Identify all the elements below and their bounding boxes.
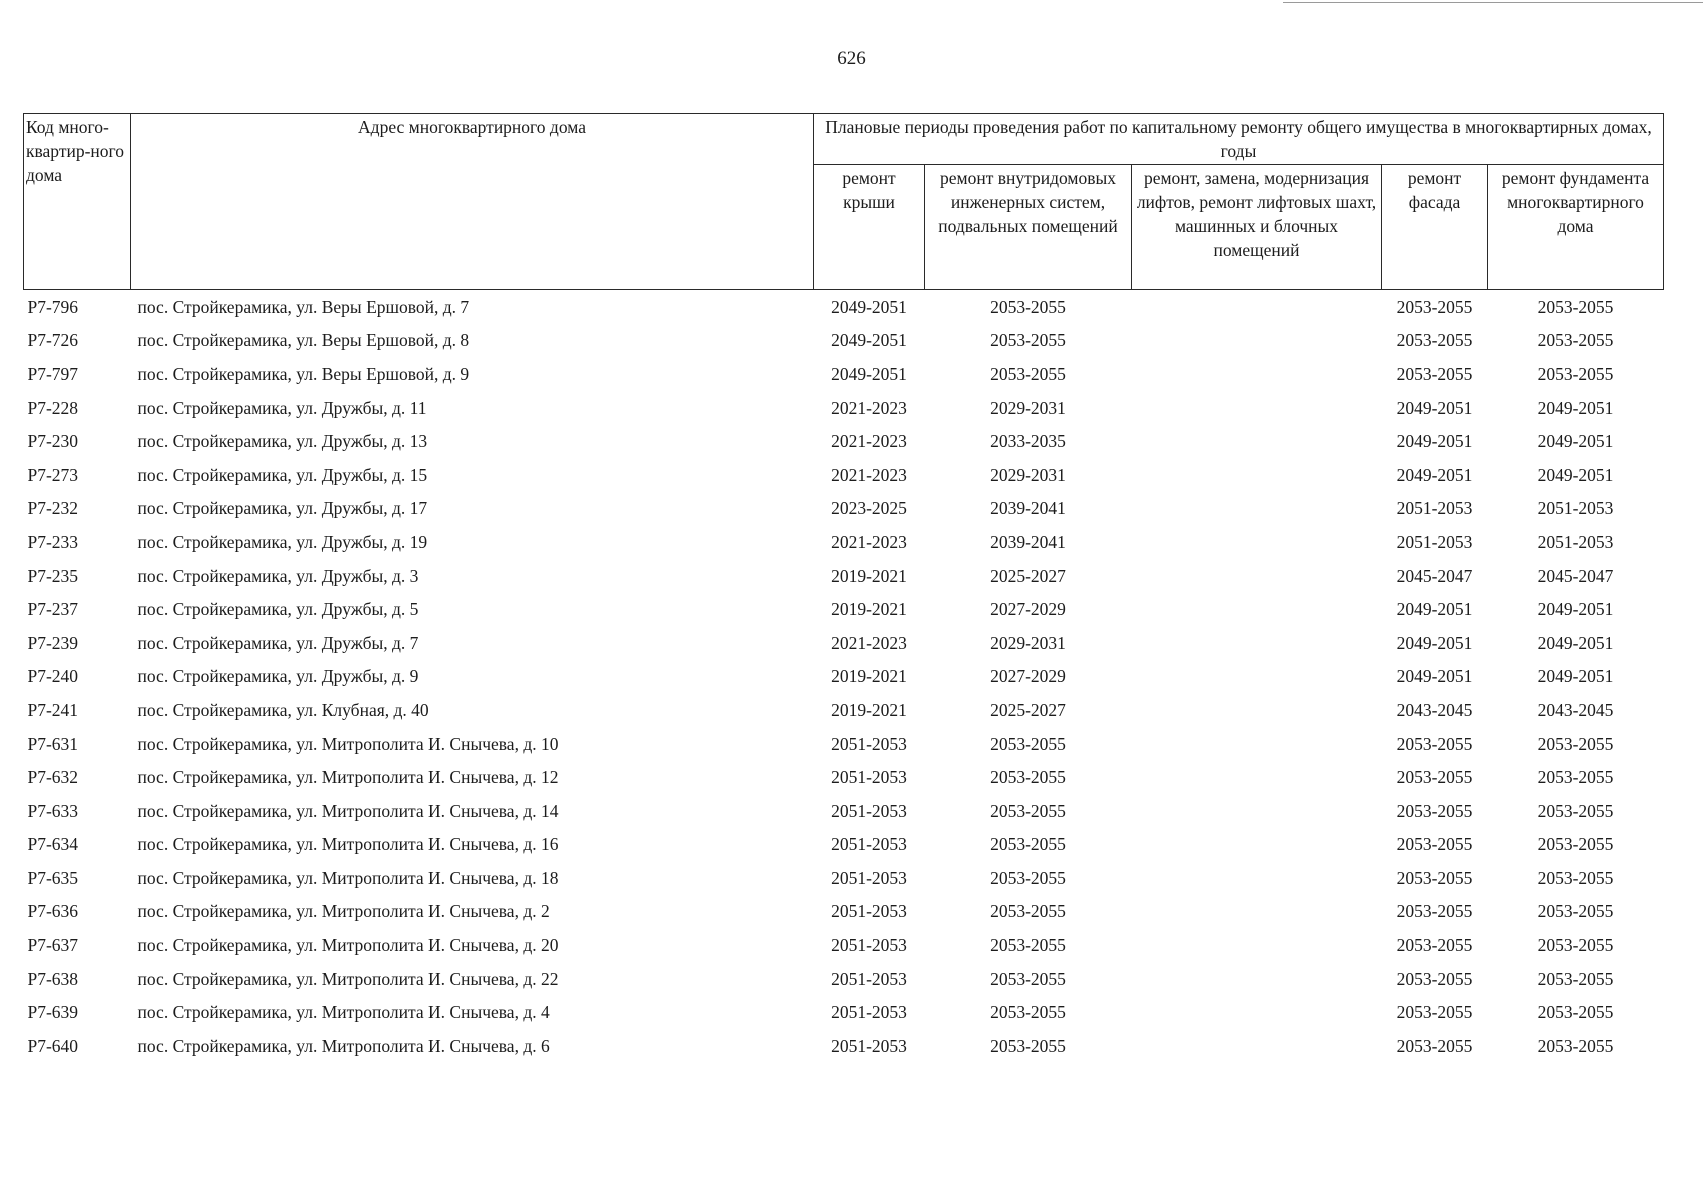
cell-systems: 2053-2055 — [990, 767, 1066, 788]
cell-systems: 2053-2055 — [990, 867, 1066, 888]
table-row — [24, 995, 1664, 1029]
cell-facade: 2053-2055 — [1396, 901, 1473, 922]
table-row — [24, 626, 1664, 660]
cell-roof: 2021-2023 — [831, 464, 907, 485]
cell-roof: 2021-2023 — [831, 632, 907, 653]
cell-code: Р7-633 — [27, 800, 79, 821]
cell-roof: 2049-2051 — [831, 330, 907, 351]
cell-elevators — [1132, 424, 1382, 458]
cell-systems: 2025-2027 — [990, 699, 1066, 720]
cell-address: пос. Стройкерамика, ул. Дружбы, д. 17 — [137, 498, 428, 519]
cell-code: Р7-632 — [27, 767, 79, 788]
cell-address: пос. Стройкерамика, ул. Митрополита И. Снычева, д. 18 — [137, 867, 559, 888]
cell-code: Р7-240 — [27, 666, 79, 687]
cell-code: Р7-637 — [27, 935, 79, 956]
cell-roof: 2019-2021 — [831, 599, 907, 620]
cell-facade: 2053-2055 — [1396, 1035, 1473, 1056]
cell-foundation: 2053-2055 — [1537, 901, 1614, 922]
cell-elevators — [1132, 357, 1382, 391]
header-systems: ремонт внутридомовых инженерных систем, подвальных помещений — [925, 165, 1132, 290]
cell-address: пос. Стройкерамика, ул. Дружбы, д. 15 — [137, 464, 428, 485]
cell-elevators — [1132, 760, 1382, 794]
table-row — [24, 693, 1664, 727]
cell-code: Р7-228 — [27, 397, 79, 418]
cell-roof: 2019-2021 — [831, 565, 907, 586]
page-number: 626 — [837, 48, 866, 69]
cell-facade: 2053-2055 — [1396, 834, 1473, 855]
cell-roof: 2051-2053 — [831, 733, 907, 754]
cell-foundation: 2049-2051 — [1537, 464, 1614, 485]
cell-code: Р7-726 — [27, 330, 79, 351]
cell-foundation: 2045-2047 — [1537, 565, 1614, 586]
cell-systems: 2027-2029 — [990, 666, 1066, 687]
repair-schedule-table — [23, 113, 1664, 1063]
table-row — [24, 760, 1664, 794]
cell-address: пос. Стройкерамика, ул. Митрополита И. Снычева, д. 4 — [137, 1002, 550, 1023]
cell-elevators — [1132, 290, 1382, 324]
cell-elevators — [1132, 660, 1382, 694]
cell-code: Р7-233 — [27, 531, 79, 552]
cell-systems: 2053-2055 — [990, 800, 1066, 821]
cell-address: пос. Стройкерамика, ул. Дружбы, д. 9 — [137, 666, 419, 687]
cell-foundation: 2053-2055 — [1537, 330, 1614, 351]
cell-roof: 2049-2051 — [831, 363, 907, 384]
header-elevators: ремонт, замена, модернизация лифтов, ремонт лифтовых шахт, машинных и блочных помещений — [1132, 165, 1382, 290]
table-row — [24, 525, 1664, 559]
cell-address: пос. Стройкерамика, ул. Митрополита И. Снычева, д. 16 — [137, 834, 559, 855]
cell-facade: 2053-2055 — [1396, 733, 1473, 754]
cell-facade: 2051-2053 — [1396, 531, 1473, 552]
cell-address: пос. Стройкерамика, ул. Дружбы, д. 13 — [137, 431, 428, 452]
cell-code: Р7-639 — [27, 1002, 79, 1023]
cell-address: пос. Стройкерамика, ул. Митрополита И. Снычева, д. 22 — [137, 968, 559, 989]
cell-elevators — [1132, 895, 1382, 929]
table-row — [24, 559, 1664, 593]
scan-edge-line — [1283, 2, 1703, 3]
cell-roof: 2051-2053 — [831, 935, 907, 956]
table-row — [24, 458, 1664, 492]
cell-systems: 2029-2031 — [990, 464, 1066, 485]
header-roof: ремонт крыши — [814, 165, 925, 290]
cell-facade: 2049-2051 — [1396, 632, 1473, 653]
cell-code: Р7-273 — [27, 464, 79, 485]
cell-systems: 2053-2055 — [990, 935, 1066, 956]
cell-systems: 2053-2055 — [990, 1035, 1066, 1056]
cell-elevators — [1132, 794, 1382, 828]
cell-systems: 2039-2041 — [990, 498, 1066, 519]
table-row — [24, 290, 1664, 324]
cell-facade: 2053-2055 — [1396, 935, 1473, 956]
cell-roof: 2051-2053 — [831, 800, 907, 821]
table-row — [24, 794, 1664, 828]
cell-elevators — [1132, 592, 1382, 626]
cell-elevators — [1132, 861, 1382, 895]
cell-address: пос. Стройкерамика, ул. Дружбы, д. 3 — [137, 565, 419, 586]
cell-foundation: 2049-2051 — [1537, 431, 1614, 452]
cell-code: Р7-230 — [27, 431, 79, 452]
cell-foundation: 2049-2051 — [1537, 599, 1614, 620]
cell-elevators — [1132, 1029, 1382, 1063]
cell-facade: 2049-2051 — [1396, 666, 1473, 687]
cell-roof: 2051-2053 — [831, 1035, 907, 1056]
cell-roof: 2051-2053 — [831, 901, 907, 922]
table-row — [24, 727, 1664, 761]
cell-roof: 2049-2051 — [831, 296, 907, 317]
cell-foundation: 2053-2055 — [1537, 363, 1614, 384]
cell-roof: 2051-2053 — [831, 834, 907, 855]
cell-code: Р7-634 — [27, 834, 79, 855]
cell-address: пос. Стройкерамика, ул. Митрополита И. Снычева, д. 14 — [137, 800, 559, 821]
cell-systems: 2029-2031 — [990, 632, 1066, 653]
cell-code: Р7-232 — [27, 498, 79, 519]
cell-address: пос. Стройкерамика, ул. Митрополита И. Снычева, д. 2 — [137, 901, 550, 922]
cell-foundation: 2049-2051 — [1537, 632, 1614, 653]
cell-code: Р7-797 — [27, 363, 79, 384]
cell-address: пос. Стройкерамика, ул. Митрополита И. Снычева, д. 10 — [137, 733, 559, 754]
table-row — [24, 324, 1664, 358]
cell-systems: 2053-2055 — [990, 733, 1066, 754]
cell-address: пос. Стройкерамика, ул. Митрополита И. Снычева, д. 6 — [137, 1035, 550, 1056]
table-row — [24, 492, 1664, 526]
cell-elevators — [1132, 324, 1382, 358]
table-row — [24, 424, 1664, 458]
cell-code: Р7-631 — [27, 733, 79, 754]
cell-roof: 2019-2021 — [831, 666, 907, 687]
cell-roof: 2051-2053 — [831, 968, 907, 989]
cell-address: пос. Стройкерамика, ул. Дружбы, д. 7 — [137, 632, 419, 653]
cell-roof: 2051-2053 — [831, 1002, 907, 1023]
cell-address: пос. Стройкерамика, ул. Веры Ершовой, д. 8 — [137, 330, 470, 351]
cell-address: пос. Стройкерамика, ул. Дружбы, д. 11 — [137, 397, 427, 418]
cell-elevators — [1132, 828, 1382, 862]
cell-systems: 2027-2029 — [990, 599, 1066, 620]
cell-systems: 2053-2055 — [990, 363, 1066, 384]
cell-foundation: 2053-2055 — [1537, 767, 1614, 788]
cell-roof: 2021-2023 — [831, 431, 907, 452]
header-code: Код много-квартир-ного дома — [24, 114, 131, 290]
table-row — [24, 861, 1664, 895]
cell-code: Р7-635 — [27, 867, 79, 888]
cell-elevators — [1132, 727, 1382, 761]
cell-facade: 2049-2051 — [1396, 599, 1473, 620]
cell-roof: 2021-2023 — [831, 531, 907, 552]
cell-facade: 2051-2053 — [1396, 498, 1473, 519]
cell-facade: 2053-2055 — [1396, 968, 1473, 989]
cell-facade: 2053-2055 — [1396, 867, 1473, 888]
cell-foundation: 2053-2055 — [1537, 867, 1614, 888]
cell-foundation: 2051-2053 — [1537, 531, 1614, 552]
cell-roof: 2051-2053 — [831, 867, 907, 888]
cell-code: Р7-636 — [27, 901, 79, 922]
cell-facade: 2053-2055 — [1396, 767, 1473, 788]
cell-facade: 2049-2051 — [1396, 464, 1473, 485]
cell-elevators — [1132, 458, 1382, 492]
cell-elevators — [1132, 693, 1382, 727]
cell-facade: 2053-2055 — [1396, 296, 1473, 317]
cell-foundation: 2053-2055 — [1537, 968, 1614, 989]
cell-elevators — [1132, 525, 1382, 559]
cell-roof: 2023-2025 — [831, 498, 907, 519]
cell-code: Р7-796 — [27, 296, 79, 317]
cell-code: Р7-235 — [27, 565, 79, 586]
table-row — [24, 357, 1664, 391]
cell-facade: 2045-2047 — [1396, 565, 1473, 586]
cell-code: Р7-640 — [27, 1035, 79, 1056]
cell-elevators — [1132, 492, 1382, 526]
cell-systems: 2053-2055 — [990, 1002, 1066, 1023]
table-row — [24, 1029, 1664, 1063]
cell-address: пос. Стройкерамика, ул. Веры Ершовой, д. 7 — [137, 296, 470, 317]
table-row — [24, 592, 1664, 626]
table-header — [24, 114, 1664, 290]
cell-facade: 2049-2051 — [1396, 431, 1473, 452]
table-row — [24, 828, 1664, 862]
table-body — [24, 290, 1664, 1063]
cell-foundation: 2053-2055 — [1537, 1035, 1614, 1056]
cell-address: пос. Стройкерамика, ул. Веры Ершовой, д. 9 — [137, 363, 470, 384]
cell-elevators — [1132, 928, 1382, 962]
cell-facade: 2049-2051 — [1396, 397, 1473, 418]
cell-facade: 2053-2055 — [1396, 330, 1473, 351]
cell-elevators — [1132, 626, 1382, 660]
header-foundation: ремонт фундамента многоквартирного дома — [1488, 165, 1664, 290]
cell-address: пос. Стройкерамика, ул. Митрополита И. Снычева, д. 20 — [137, 935, 559, 956]
cell-elevators — [1132, 962, 1382, 996]
cell-facade: 2043-2045 — [1396, 699, 1473, 720]
cell-foundation: 2053-2055 — [1537, 834, 1614, 855]
header-facade: ремонт фасада — [1382, 165, 1488, 290]
cell-facade: 2053-2055 — [1396, 1002, 1473, 1023]
cell-systems: 2053-2055 — [990, 834, 1066, 855]
cell-systems: 2053-2055 — [990, 296, 1066, 317]
cell-foundation: 2049-2051 — [1537, 397, 1614, 418]
cell-address: пос. Стройкерамика, ул. Дружбы, д. 19 — [137, 531, 428, 552]
cell-foundation: 2051-2053 — [1537, 498, 1614, 519]
cell-code: Р7-241 — [27, 699, 79, 720]
cell-foundation: 2049-2051 — [1537, 666, 1614, 687]
table-row — [24, 962, 1664, 996]
cell-address: пос. Стройкерамика, ул. Дружбы, д. 5 — [137, 599, 419, 620]
cell-systems: 2053-2055 — [990, 901, 1066, 922]
cell-foundation: 2053-2055 — [1537, 1002, 1614, 1023]
cell-address: пос. Стройкерамика, ул. Митрополита И. Снычева, д. 12 — [137, 767, 559, 788]
cell-systems: 2029-2031 — [990, 397, 1066, 418]
cell-code: Р7-239 — [27, 632, 79, 653]
cell-facade: 2053-2055 — [1396, 363, 1473, 384]
cell-systems: 2025-2027 — [990, 565, 1066, 586]
table-row — [24, 928, 1664, 962]
table-row — [24, 895, 1664, 929]
cell-roof: 2021-2023 — [831, 397, 907, 418]
cell-code: Р7-237 — [27, 599, 79, 620]
cell-systems: 2053-2055 — [990, 968, 1066, 989]
cell-foundation: 2053-2055 — [1537, 296, 1614, 317]
header-planned-periods: Плановые периоды проведения работ по капитальному ремонту общего имущества в многоквартирных домах, годы — [814, 114, 1664, 165]
cell-systems: 2039-2041 — [990, 531, 1066, 552]
cell-address: пос. Стройкерамика, ул. Клубная, д. 40 — [137, 699, 429, 720]
table-row — [24, 660, 1664, 694]
cell-roof: 2051-2053 — [831, 767, 907, 788]
cell-foundation: 2043-2045 — [1537, 699, 1614, 720]
cell-foundation: 2053-2055 — [1537, 800, 1614, 821]
cell-roof: 2019-2021 — [831, 699, 907, 720]
cell-elevators — [1132, 391, 1382, 425]
cell-systems: 2033-2035 — [990, 431, 1066, 452]
cell-foundation: 2053-2055 — [1537, 935, 1614, 956]
cell-facade: 2053-2055 — [1396, 800, 1473, 821]
header-address: Адрес многоквартирного дома — [131, 114, 814, 290]
table-row — [24, 391, 1664, 425]
cell-code: Р7-638 — [27, 968, 79, 989]
cell-elevators — [1132, 559, 1382, 593]
cell-systems: 2053-2055 — [990, 330, 1066, 351]
cell-foundation: 2053-2055 — [1537, 733, 1614, 754]
cell-elevators — [1132, 995, 1382, 1029]
